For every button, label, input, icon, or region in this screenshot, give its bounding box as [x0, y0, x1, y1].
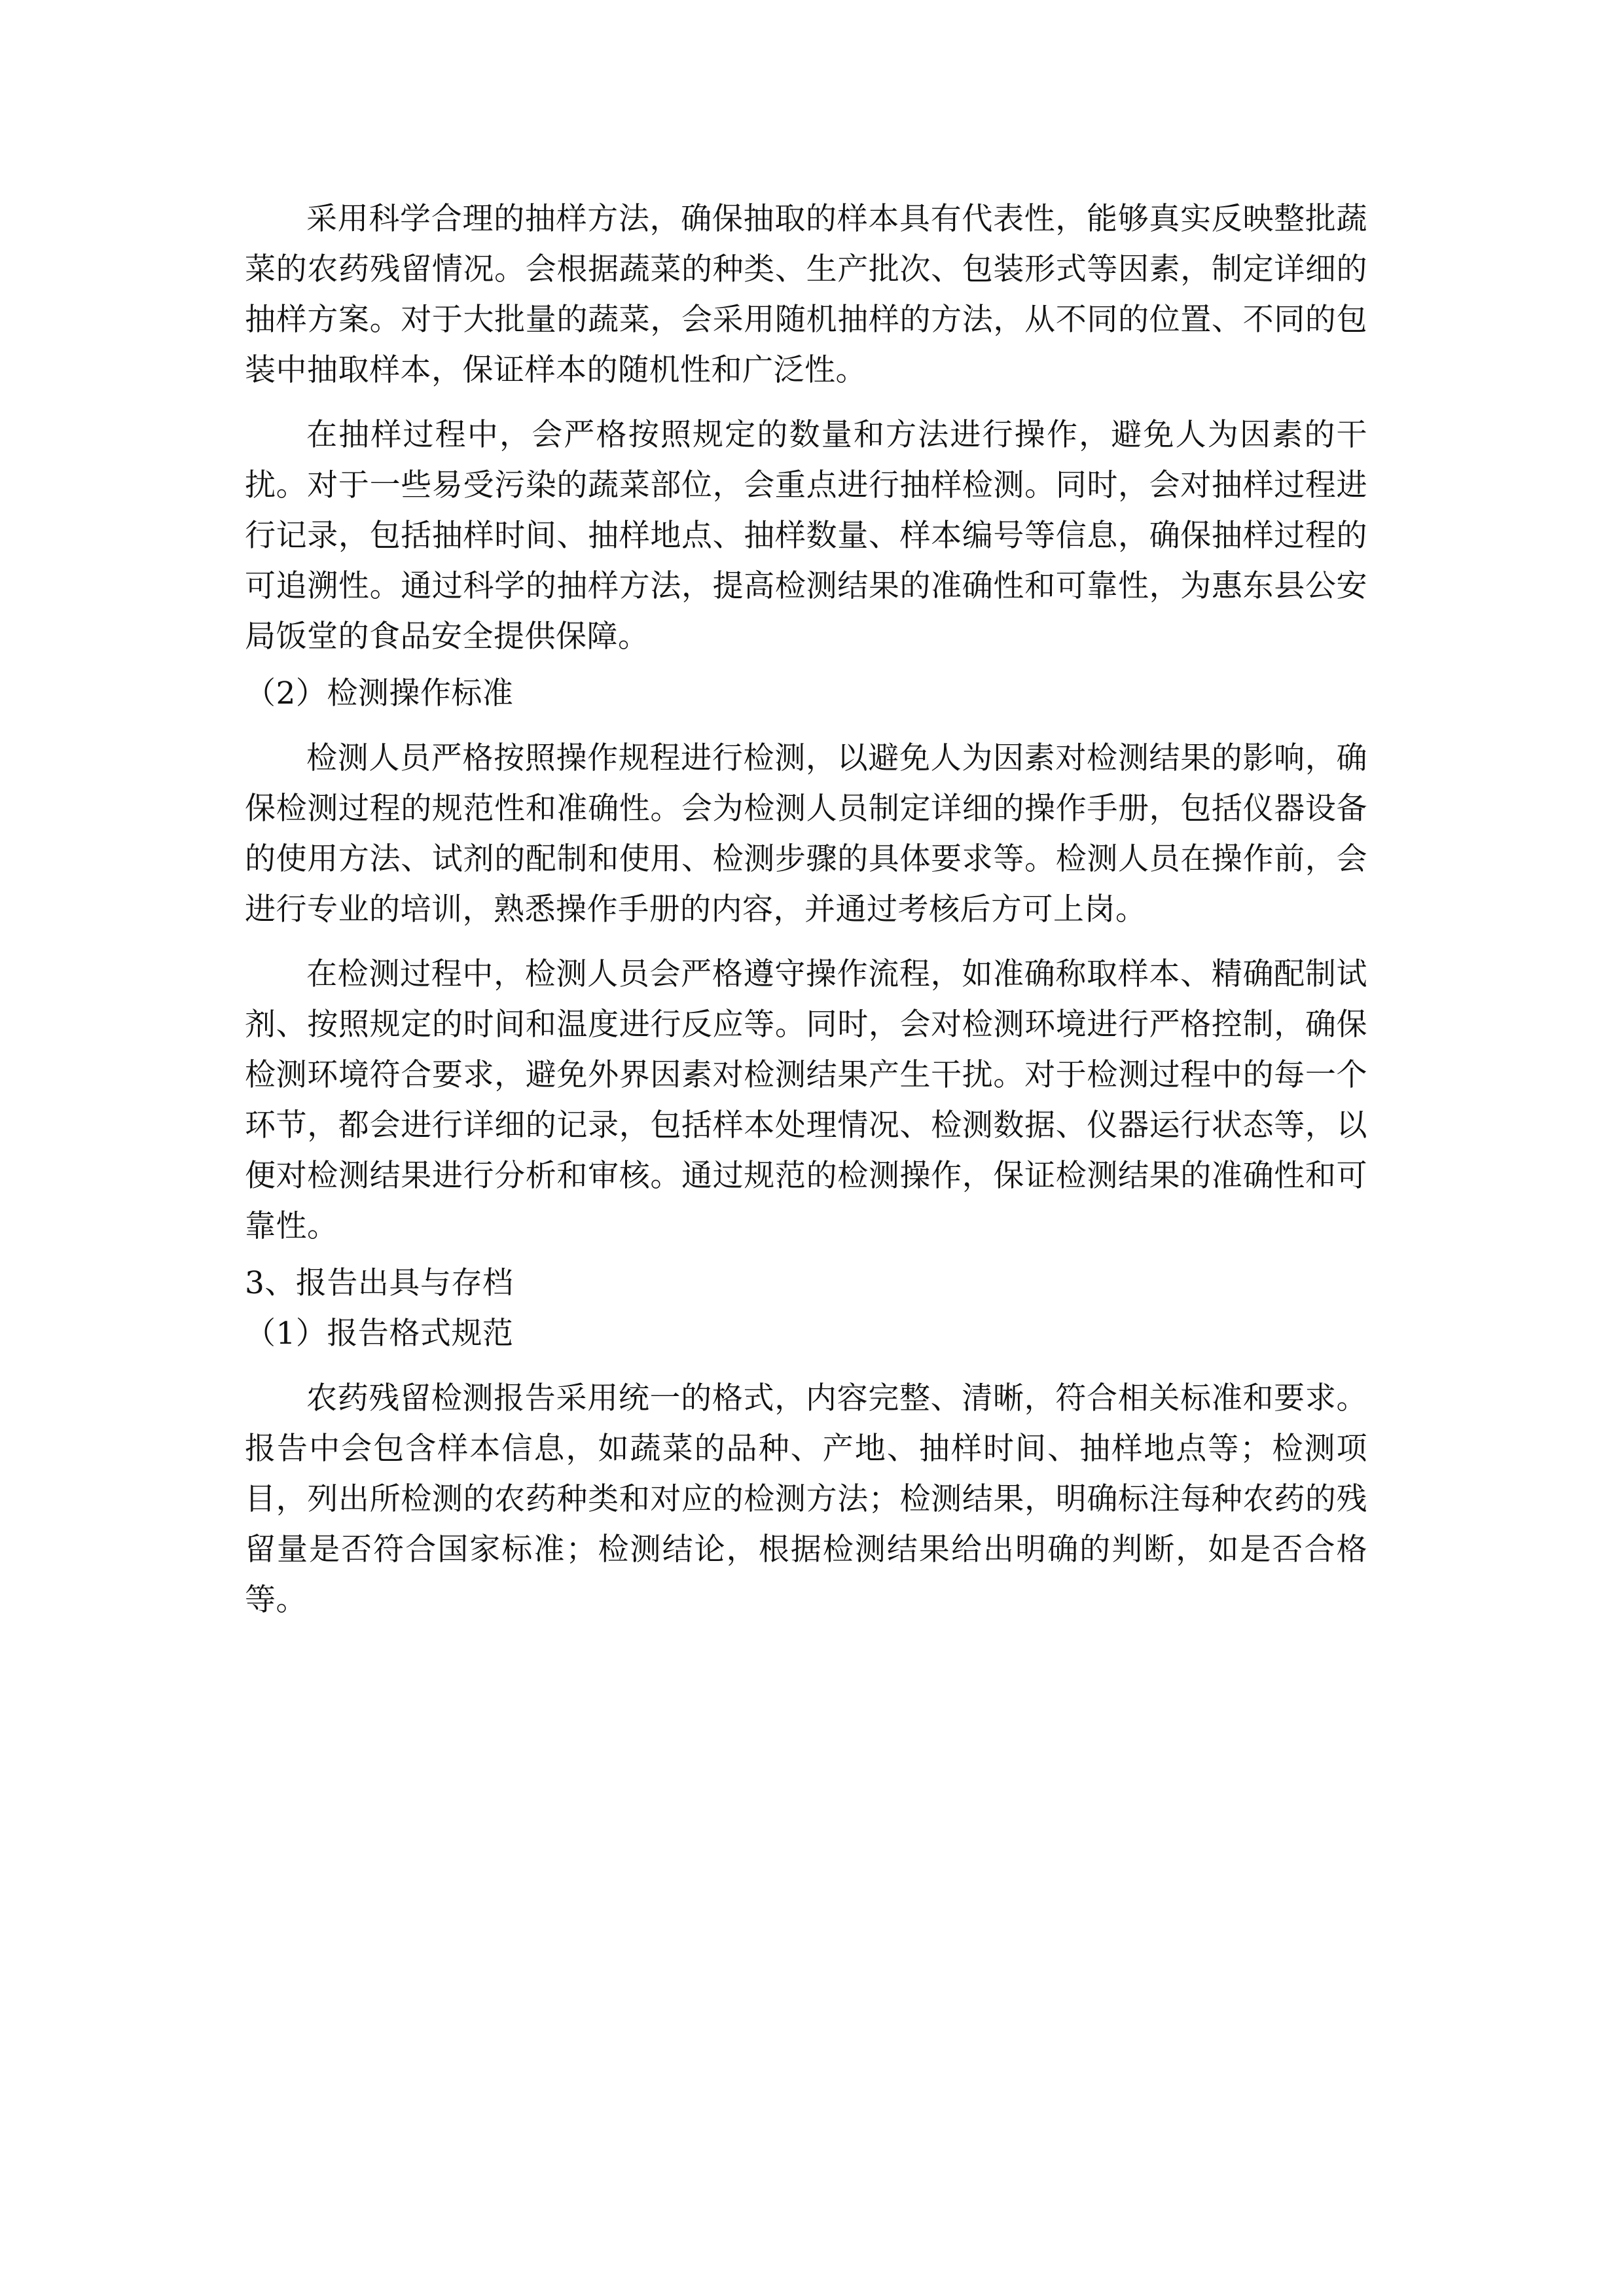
- paragraph-sampling-method: 采用科学合理的抽样方法，确保抽取的样本具有代表性，能够真实反映整批蔬菜的农药残留情况。会根据蔬菜的种类、生产批次、包装形式等因素，制定详细的抽样方案。对于大批量的蔬菜，会采用随机抽样的方法，从不同的位置、不同的包装中抽取样本，保证样本的随机性和广泛性。: [245, 201, 1367, 388]
- subheading-report-format: （1）报告格式规范: [245, 1316, 514, 1352]
- paragraph-sampling-process: 在抽样过程中，会严格按照规定的数量和方法进行操作，避免人为因素的干扰。对于一些易受污染的蔬菜部位，会重点进行抽样检测。同时，会对抽样过程进行记录，包括抽样时间、抽样地点、抽样数量、样本编号等信息，确保抽样过程的可追溯性。通过科学的抽样方法，提高检测结果的准确性和可靠性，为惠东县公安局饭堂的食品安全提供保障。: [245, 417, 1367, 655]
- paragraph-operation-rules: 检测人员严格按照操作规程进行检测，以避免人为因素对检测结果的影响，确保检测过程的规范性和准确性。会为检测人员制定详细的操作手册，包括仪器设备的使用方法、试剂的配制和使用、检测步骤的具体要求等。检测人员在操作前，会进行专业的培训，熟悉操作手册的内容，并通过考核后方可上岗。: [245, 740, 1367, 927]
- document-body: [245, 194, 1367, 1625]
- section-heading-report: 3、报告出具与存档: [245, 1265, 514, 1301]
- paragraph-testing-process: 在检测过程中，检测人员会严格遵守操作流程，如准确称取样本、精确配制试剂、按照规定的时间和温度进行反应等。同时，会对检测环境进行严格控制，确保检测环境符合要求，避免外界因素对检测结果产生干扰。对于检测过程中的每一个环节，都会进行详细的记录，包括样本处理情况、检测数据、仪器运行状态等，以便对检测结果进行分析和审核。通过规范的检测操作，保证检测结果的准确性和可靠性。: [245, 956, 1367, 1244]
- paragraph-report-format: 农药残留检测报告采用统一的格式，内容完整、清晰，符合相关标准和要求。报告中会包含样本信息，如蔬菜的品种、产地、抽样时间、抽样地点等；检测项目，列出所检测的农药种类和对应的检测方法；检测结果，明确标注每种农药的残留量是否符合国家标准；检测结论，根据检测结果给出明确的判断，如是否合格等。: [245, 1380, 1367, 1618]
- subheading-testing-standards: （2）检测操作标准: [245, 675, 514, 711]
